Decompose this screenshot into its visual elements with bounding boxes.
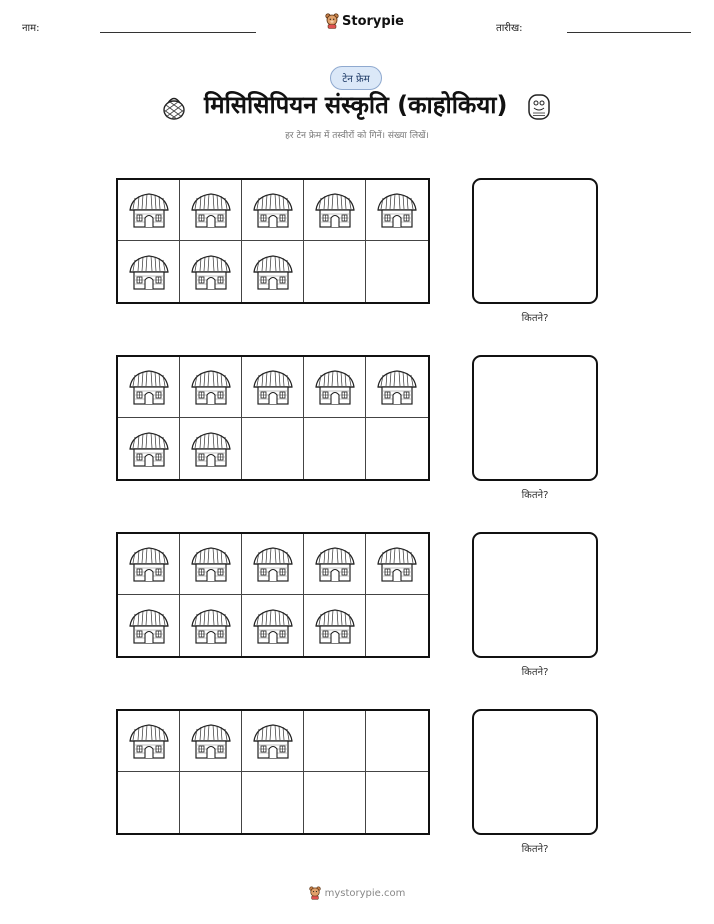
ten-frame-cell <box>366 241 428 302</box>
ten-frame-cell <box>180 534 242 595</box>
ten-frame-cell <box>118 241 180 302</box>
answer-box-2[interactable] <box>472 355 598 481</box>
ten-frame-cell <box>304 534 366 595</box>
thatched-hut-icon <box>126 429 172 469</box>
thatched-hut-icon <box>250 721 296 761</box>
thatched-hut-icon <box>374 367 420 407</box>
name-field-line[interactable] <box>100 32 256 33</box>
thatched-hut-icon <box>374 544 420 584</box>
brand-logo <box>325 13 404 29</box>
ten-frame-cell <box>366 772 428 833</box>
count-prompt-1: कितने? <box>521 313 549 324</box>
answer-box-4[interactable] <box>472 709 598 835</box>
carved-stone-icon <box>526 93 552 121</box>
basket-icon <box>160 93 188 121</box>
brand-name: Storypie <box>342 13 404 29</box>
thatched-hut-icon <box>250 606 296 646</box>
thatched-hut-icon <box>126 721 172 761</box>
ten-frame-cell <box>180 772 242 833</box>
answer-box-1[interactable] <box>472 178 598 304</box>
ten-frame-cell <box>242 711 304 772</box>
footer <box>0 886 714 900</box>
ten-frame-cell <box>180 357 242 418</box>
ten-frame-cell <box>242 357 304 418</box>
ten-frame-cell <box>242 595 304 656</box>
page-title: मिसिसिपियन संस्कृति (काहोकिया) <box>204 91 508 119</box>
ten-frame-cell <box>180 595 242 656</box>
ten-frame-cell <box>180 241 242 302</box>
thatched-hut-icon <box>312 367 358 407</box>
thatched-hut-icon <box>188 367 234 407</box>
ten-frame-cell <box>180 418 242 479</box>
ten-frame-cell <box>366 418 428 479</box>
answer-box-3[interactable] <box>472 532 598 658</box>
thatched-hut-icon <box>126 606 172 646</box>
ten-frame-cell <box>118 772 180 833</box>
ten-frame-cell <box>118 595 180 656</box>
name-label: नाम: <box>22 23 40 34</box>
thatched-hut-icon <box>188 252 234 292</box>
thatched-hut-icon <box>126 367 172 407</box>
ten-frame-cell <box>366 711 428 772</box>
thatched-hut-icon <box>188 606 234 646</box>
ten-frame-cell <box>242 241 304 302</box>
ten-frame-cell <box>304 241 366 302</box>
ten-frame-cell <box>242 772 304 833</box>
ten-frame-cell <box>304 418 366 479</box>
count-prompt-3: कितने? <box>521 667 549 678</box>
ten-frame-cell <box>118 357 180 418</box>
ten-frame-cell <box>366 357 428 418</box>
bear-mascot-icon <box>325 13 339 29</box>
ten-frame-cell <box>304 357 366 418</box>
ten-frame-cell <box>366 534 428 595</box>
thatched-hut-icon <box>126 190 172 230</box>
ten-frame-cell <box>180 180 242 241</box>
count-prompt-2: कितने? <box>521 490 549 501</box>
thatched-hut-icon <box>374 190 420 230</box>
ten-frame-cell <box>118 180 180 241</box>
date-field-line[interactable] <box>567 32 691 33</box>
thatched-hut-icon <box>126 252 172 292</box>
ten-frame-4 <box>116 709 430 835</box>
ten-frame-cell <box>118 534 180 595</box>
ten-frame-tag: टेन फ्रेम <box>330 66 382 90</box>
thatched-hut-icon <box>188 544 234 584</box>
ten-frame-cell <box>118 711 180 772</box>
ten-frame-cell <box>304 772 366 833</box>
ten-frame-cell <box>242 418 304 479</box>
ten-frame-cell <box>304 595 366 656</box>
thatched-hut-icon <box>312 544 358 584</box>
ten-frame-2 <box>116 355 430 481</box>
ten-frame-1 <box>116 178 430 304</box>
thatched-hut-icon <box>250 252 296 292</box>
ten-frame-cell <box>304 180 366 241</box>
thatched-hut-icon <box>312 606 358 646</box>
ten-frame-cell <box>242 180 304 241</box>
thatched-hut-icon <box>188 721 234 761</box>
thatched-hut-icon <box>250 367 296 407</box>
ten-frame-3 <box>116 532 430 658</box>
date-label: तारीख: <box>496 23 523 34</box>
ten-frame-cell <box>242 534 304 595</box>
thatched-hut-icon <box>188 429 234 469</box>
bear-mascot-icon <box>309 886 321 900</box>
thatched-hut-icon <box>250 544 296 584</box>
ten-frame-cell <box>118 418 180 479</box>
count-prompt-4: कितने? <box>521 844 549 855</box>
instructions: हर टेन फ्रेम में तस्वीरों को गिनें। संख्या लिखें। <box>285 131 429 141</box>
thatched-hut-icon <box>250 190 296 230</box>
footer-url[interactable]: mystorypie.com <box>324 887 406 899</box>
thatched-hut-icon <box>188 190 234 230</box>
ten-frame-cell <box>366 595 428 656</box>
ten-frame-cell <box>366 180 428 241</box>
thatched-hut-icon <box>126 544 172 584</box>
ten-frame-cell <box>180 711 242 772</box>
ten-frame-cell <box>304 711 366 772</box>
thatched-hut-icon <box>312 190 358 230</box>
